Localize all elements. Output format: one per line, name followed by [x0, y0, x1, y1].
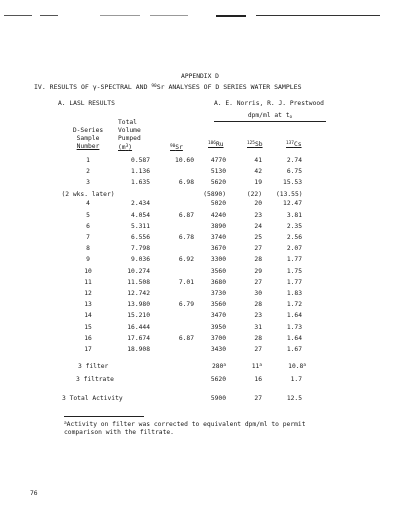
cell-ru106-14: 3560 [210, 301, 226, 309]
appendix-title: APPENDIX D [181, 73, 219, 80]
cell-cs137-9: 2.07 [286, 245, 302, 253]
cell-sb125-16: 31 [254, 323, 262, 331]
section-title-prefix: IV. RESULTS OF γ-SPECTRAL AND [34, 83, 152, 91]
cell-sb125-18: 27 [254, 346, 262, 353]
cell-sample-11: 10 [84, 267, 92, 275]
header-sample-line3: Number [76, 143, 100, 150]
cell-cs137-10: 1.77 [286, 256, 302, 264]
cell-cs137-3: 15.53 [283, 179, 302, 187]
header-ru106 [208, 140, 224, 149]
header-sr90-mass: 90 [170, 144, 176, 149]
cell-sample-16: 15 [84, 323, 92, 331]
cell-cs137-17: 1.64 [286, 334, 302, 342]
cell-ru106-12: 3680 [210, 278, 226, 286]
cell-cs137-12: 1.77 [286, 278, 302, 286]
cell-sample-13: 12 [84, 290, 92, 297]
filter-label: 3 filter [78, 363, 109, 370]
cell-ru106-17: 3700 [210, 334, 226, 342]
cell-sb125-10: 28 [254, 256, 262, 264]
cell-cs137-1: 2.74 [286, 157, 302, 164]
cell-sample-15: 14 [84, 312, 92, 320]
header-volume-line2: Volume [118, 127, 141, 134]
cell-sr90-6: 6.87 [178, 211, 194, 219]
footnote-continuation: comparison with the filtrate. [64, 429, 174, 436]
filtrate-sb125: 16 [254, 376, 262, 383]
cell-sb125-8: 25 [254, 234, 262, 241]
cell-sb125-7: 24 [254, 222, 262, 230]
filter-ru106-value: 280 [211, 363, 224, 370]
cell-sample-8: 7 [86, 234, 90, 241]
cell-sample-14: 13 [84, 301, 92, 309]
cell-ru106-11: 3560 [210, 267, 226, 275]
cell-sr90-3: 6.98 [178, 179, 194, 187]
filter-sb125 [246, 363, 262, 370]
cell-sample-6: 5 [86, 211, 90, 219]
cell-sb125-3: 19 [254, 179, 262, 187]
cell-ru106-1: 4770 [210, 157, 226, 164]
header-ru106-mass: 106 [208, 141, 216, 146]
subsection-label: A. LASL RESULTS [58, 100, 115, 107]
filter-ru106-footnote-mark: a [223, 363, 226, 368]
cell-sb125-14: 28 [254, 301, 262, 309]
cell-sb125-6: 23 [254, 211, 262, 219]
cell-cs137-7: 2.35 [286, 222, 302, 230]
cell-volume-2: 1.136 [131, 168, 150, 176]
cell-volume-11: 10.274 [127, 267, 150, 275]
cell-volume-9: 7.798 [131, 245, 150, 253]
header-volume-line1: Total [118, 119, 137, 126]
cell-cs137-11: 1.75 [286, 267, 302, 275]
footnote-mark: a [64, 421, 67, 426]
section-title [34, 84, 302, 91]
cell-sb125-12: 27 [254, 278, 262, 286]
cell-ru106-3: 5620 [210, 179, 226, 187]
header-sb125-mass: 125 [247, 141, 255, 146]
cell-cs137-15: 1.64 [286, 312, 302, 320]
cell-sb125-17: 28 [254, 334, 262, 342]
cell-cs137-8: 2.56 [286, 234, 302, 241]
cell-sb125-5: 20 [254, 200, 262, 208]
cell-volume-6: 4.054 [131, 211, 150, 219]
cell-volume-13: 12.742 [127, 290, 150, 297]
cell-sample-4: (2 wks. later) [61, 190, 115, 198]
header-volume-line3: Pumped [118, 135, 141, 142]
cell-cs137-4: (13.55) [276, 190, 303, 198]
filtrate-ru106: 5620 [210, 376, 226, 383]
group-header-rule [214, 121, 326, 122]
cell-ru106-5: 5020 [210, 200, 226, 208]
cell-volume-10: 9.036 [131, 256, 150, 264]
cell-volume-1: 0.587 [131, 157, 150, 164]
cell-ru106-4: (5890) [203, 190, 226, 198]
header-volume [118, 119, 158, 152]
cell-sr90-8: 6.78 [178, 234, 194, 241]
filter-ru106 [196, 363, 226, 370]
header-volume-unit-text: (m [118, 144, 126, 151]
cell-sample-5: 4 [86, 200, 90, 208]
cell-cs137-5: 12.47 [283, 200, 302, 208]
cell-volume-12: 11.508 [127, 278, 150, 286]
cell-sr90-1: 10.60 [175, 157, 194, 164]
header-sample-line2: Sample [76, 135, 100, 142]
authors: A. E. Norris, R. J. Prestwood [214, 100, 324, 107]
cell-sample-7: 6 [86, 222, 90, 230]
filtrate-cs137: 1.7 [290, 376, 302, 383]
cell-ru106-18: 3430 [210, 346, 226, 353]
cell-sb125-1: 41 [254, 157, 262, 164]
cell-sample-12: 11 [84, 278, 92, 286]
cell-volume-17: 17.674 [127, 334, 150, 342]
cell-ru106-2: 5130 [210, 168, 226, 176]
cell-ru106-13: 3730 [210, 290, 226, 297]
cell-sample-2: 2 [86, 168, 90, 176]
cell-volume-16: 16.444 [127, 323, 150, 331]
cell-cs137-6: 3.81 [286, 211, 302, 219]
cell-sample-17: 16 [84, 334, 92, 342]
filter-sb125-value: 11 [251, 363, 260, 370]
cell-ru106-9: 3670 [210, 245, 226, 253]
page-number: 76 [30, 490, 38, 497]
total-ru106: 5900 [210, 395, 226, 402]
scan-artifact-rule [0, 14, 400, 18]
footnote [64, 421, 306, 428]
header-sample [62, 127, 114, 151]
header-sb125 [247, 140, 263, 149]
cell-ru106-15: 3470 [210, 312, 226, 320]
filtrate-label: 3 filtrate [76, 376, 114, 383]
group-header-text: dpm/ml at t [247, 112, 290, 119]
cell-volume-14: 13.980 [127, 301, 150, 309]
group-header-subscript: o [289, 115, 293, 120]
header-ru106-symbol: Ru [215, 141, 224, 148]
section-title-isotope-symbol: Sr [156, 83, 165, 91]
cell-volume-15: 15.210 [127, 312, 150, 320]
cell-ru106-16: 3950 [210, 323, 226, 331]
cell-sb125-4: (22) [246, 190, 262, 198]
cell-cs137-2: 6.75 [286, 168, 302, 176]
header-volume-unit-sup: 3 [125, 144, 129, 149]
footnote-line1: Activity on filter was corrected to equivalent dpm/ml to permit [66, 421, 306, 428]
total-label: 3 Total Activity [62, 395, 123, 402]
cell-sample-18: 17 [84, 346, 92, 353]
cell-sample-3: 3 [86, 179, 90, 187]
header-cs137 [286, 140, 302, 149]
header-sample-line1: D-Series [72, 127, 104, 134]
cell-cs137-18: 1.67 [286, 346, 302, 353]
cell-volume-3: 1.635 [131, 179, 150, 187]
cell-ru106-6: 4240 [210, 211, 226, 219]
header-volume-unit [118, 143, 158, 152]
section-title-suffix: ANALYSES OF D SERIES WATER SAMPLES [164, 83, 302, 91]
cell-volume-18: 18.908 [127, 346, 150, 353]
cell-ru106-7: 3890 [210, 222, 226, 230]
cell-cs137-13: 1.83 [286, 290, 302, 297]
cell-cs137-16: 1.73 [286, 323, 302, 331]
cell-sample-1: 1 [86, 157, 90, 164]
footnote-rule [64, 416, 144, 417]
filter-sb125-footnote-mark: a [259, 363, 262, 368]
header-sr90 [170, 143, 183, 152]
header-sb125-symbol: Sb [254, 141, 263, 148]
cell-cs137-14: 1.72 [286, 301, 302, 309]
header-sr90-symbol: Sr [175, 144, 183, 151]
cell-sb125-15: 23 [254, 312, 262, 320]
cell-ru106-8: 3740 [210, 234, 226, 241]
cell-sb125-11: 29 [254, 267, 262, 275]
cell-sample-10: 9 [86, 256, 90, 264]
total-sb125: 27 [254, 395, 262, 402]
filter-cs137-footnote-mark: a [303, 363, 306, 368]
filter-cs137 [276, 363, 306, 370]
cell-sample-9: 8 [86, 245, 90, 253]
cell-sb125-9: 27 [254, 245, 262, 253]
cell-sb125-2: 42 [254, 168, 262, 176]
total-cs137: 12.5 [286, 395, 302, 402]
section-title-isotope-mass: 90 [151, 84, 157, 89]
cell-sr90-12: 7.01 [178, 278, 194, 286]
cell-sr90-14: 6.79 [178, 301, 194, 309]
cell-volume-5: 2.434 [131, 200, 150, 208]
cell-ru106-10: 3300 [210, 256, 226, 264]
cell-sr90-17: 6.87 [178, 334, 194, 342]
cell-volume-8: 6.556 [131, 234, 150, 241]
header-cs137-mass: 137 [286, 141, 294, 146]
header-cs137-symbol: Cs [293, 141, 302, 148]
header-volume-unit-close: ) [128, 144, 133, 151]
cell-volume-7: 5.311 [131, 222, 150, 230]
filter-cs137-value: 10.8 [288, 363, 304, 370]
cell-sr90-10: 6.92 [178, 256, 194, 264]
cell-sb125-13: 30 [254, 290, 262, 297]
